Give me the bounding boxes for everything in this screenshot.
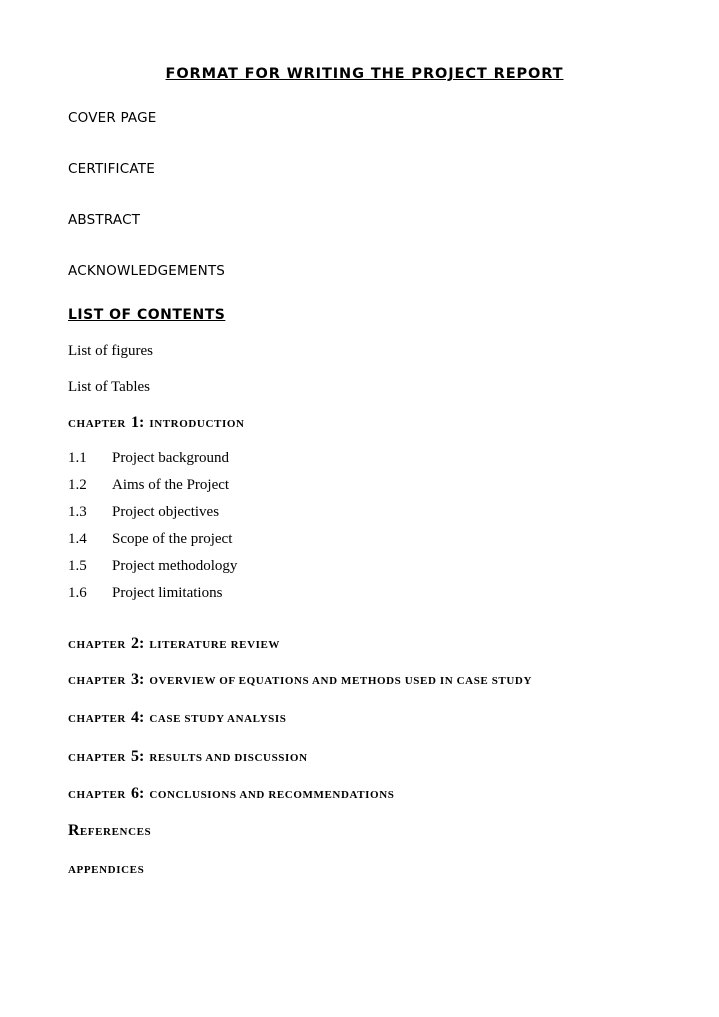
section-1-4: [68, 531, 232, 548]
chapter-name: CASE STUDY ANALYSIS: [149, 713, 287, 725]
section-number: 1.3: [68, 504, 87, 520]
section-label: Project methodology: [112, 558, 238, 574]
chapter-number: 3:: [130, 671, 145, 688]
section-label: Aims of the Project: [112, 477, 230, 493]
chapter-word: CHAPTER: [68, 789, 126, 801]
references-heading: [68, 822, 151, 840]
section-label: Project objectives: [112, 504, 220, 520]
chapter-1-heading: [68, 414, 245, 432]
section-1-5: [68, 558, 237, 575]
section-label: Project background: [112, 450, 230, 466]
chapter-word: CHAPTER: [68, 418, 126, 430]
chapter-name: INTRODUCTION: [149, 418, 245, 430]
chapter-number: 1:: [130, 414, 145, 431]
front-matter-abstract: ABSTRACT: [68, 212, 141, 228]
list-of-figures: List of figures: [68, 343, 153, 359]
chapter-3-heading: [68, 671, 532, 689]
section-number: 1.5: [68, 558, 87, 574]
section-1-2: [68, 477, 229, 494]
section-1-1: [68, 450, 229, 467]
section-label: Project limitations: [112, 585, 223, 601]
document-title: FORMAT FOR WRITING THE PROJECT REPORT: [165, 66, 564, 82]
front-matter-certificate: CERTIFICATE: [68, 161, 155, 177]
chapter-word: CHAPTER: [68, 639, 126, 651]
references-initial: R: [68, 822, 80, 839]
list-of-tables: List of Tables: [68, 379, 150, 395]
chapter-word: CHAPTER: [68, 713, 126, 725]
front-matter-acknowledgements: ACKNOWLEDGEMENTS: [68, 263, 226, 279]
section-1-3: [68, 504, 219, 521]
front-matter-cover-page: COVER PAGE: [68, 110, 157, 126]
references-rest: EFERENCES: [79, 826, 152, 838]
appendices-heading: APPENDICES: [68, 864, 145, 876]
section-number: 1.2: [68, 477, 87, 493]
chapter-number: 5:: [130, 748, 145, 765]
chapter-word: CHAPTER: [68, 752, 126, 764]
contents-heading: LIST OF CONTENTS: [68, 307, 226, 323]
chapter-number: 4:: [130, 709, 145, 726]
chapter-number: 6:: [130, 785, 145, 802]
chapter-name: CONCLUSIONS AND RECOMMENDATIONS: [149, 789, 395, 801]
chapter-2-heading: [68, 635, 280, 653]
chapter-name: OVERVIEW OF EQUATIONS AND METHODS USED IN CASE STUDY: [149, 675, 532, 687]
section-number: 1.4: [68, 531, 87, 547]
chapter-name: LITERATURE REVIEW: [149, 639, 281, 651]
section-label: Scope of the project: [112, 531, 233, 547]
section-1-6: [68, 585, 222, 602]
chapter-6-heading: [68, 785, 394, 803]
section-number: 1.6: [68, 585, 87, 601]
chapter-4-heading: [68, 709, 286, 727]
chapter-name: RESULTS AND DISCUSSION: [149, 752, 308, 764]
chapter-5-heading: [68, 748, 308, 766]
section-number: 1.1: [68, 450, 87, 466]
chapter-number: 2:: [130, 635, 145, 652]
chapter-word: CHAPTER: [68, 675, 126, 687]
